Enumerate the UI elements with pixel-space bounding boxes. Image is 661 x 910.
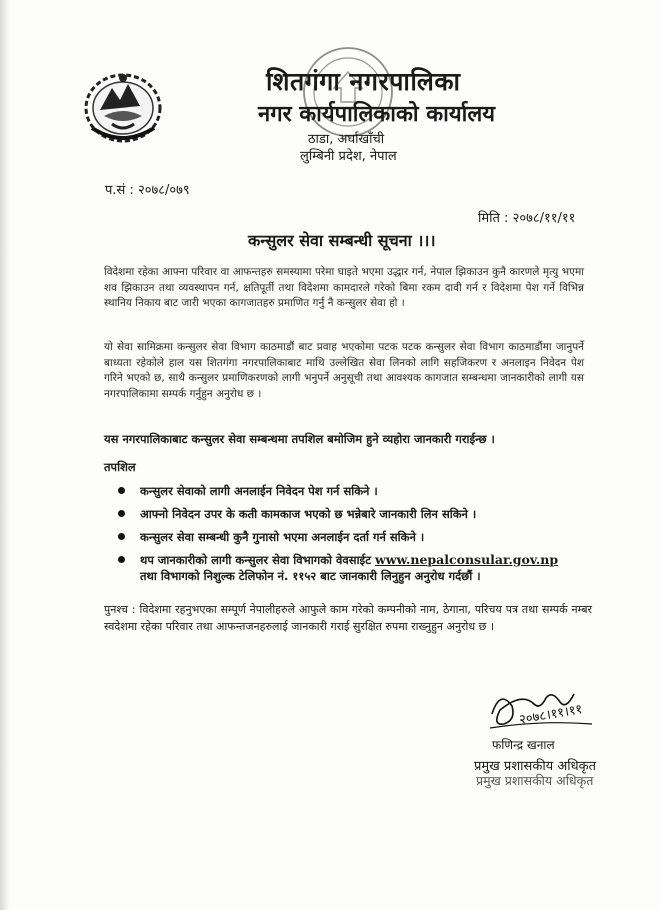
- signer-designation: प्रमुख प्रशासकीय अधिकृत: [474, 759, 597, 774]
- list-item: [104, 552, 604, 584]
- notice-paragraph-1: विदेशमा रहेका आफ्ना परिवार वा आफन्तहरु समस्यामा परेमा घाइते भएमा उद्धार गर्न, नेपाल झिकाउन कुनै कारणले मृत्यु भएमा शव झिकाउन तथा व्यवस्थापन गर्न, क्षतिपूर्ती तथा विदेशमा कामदारले गरेको बिमा रकम दावी गर्न र विदेशमा पेश गर्ने विभिन्न स्थानिय निकाय बाट जारी भएका कागजातहरु प्रमाणित गर्नु नै कन्सुलर सेवा हो ।: [104, 266, 584, 309]
- bullet-icon: [118, 510, 125, 517]
- office-name: शितगंगा नगरपालिका: [266, 67, 461, 96]
- list-item-text: कन्सुलर सेवा सम्बन्धी कुनै गुनासो भएमा अनलाईन दर्ता गर्न सकिने ।: [140, 530, 425, 544]
- office-address: ठाडा, अर्घाखाँची: [308, 132, 385, 147]
- details-list: [104, 483, 604, 591]
- signer-name: फणिन्द्र खनाल: [492, 738, 555, 752]
- list-item-text: थप जानकारीको लागी कन्सुलर सेवा विभागको वेवसाईट: [140, 553, 375, 567]
- list-item: [104, 483, 604, 499]
- list-item-text: आफ्नो निवेदन उपर के कती कामकाज भएको छ भन्नेबारे जानकारी लिन सकिने ।: [140, 507, 477, 521]
- nepal-emblem-logo: [82, 68, 164, 144]
- list-item: [104, 529, 604, 545]
- notice-paragraph-2: यो सेवा सामिक्रमा कन्सुलर सेवा विभाग काठमाडौं बाट प्रवाह भएकोमा पटक पटक कन्सुलर सेवा विभाग काठमाडौंमा जानुपर्ने बाध्यता रहेकोले हाल यस शितगंगा नगरपालिकाबाट माथि उल्लेखित सेवा लिनको लागि सहजिकरण र अनलाइन निवेदन पेश गरिने भएको छ, साथै कन्सुलर प्रमाणिकरणको लागी भनुपर्ने अनुसूची तथा आवश्यक कागजात सम्बन्धमा जानकारीको लागी यस नगरपालिकामा सम्पर्क गर्नुहुन अनुरोध छ ।: [104, 341, 584, 400]
- bullet-icon: [118, 487, 125, 494]
- office-subtitle: नगर कार्यपालिकाको कार्यालय: [258, 102, 495, 127]
- bullet-icon: [118, 556, 125, 563]
- notice-title: कन्सुलर सेवा सम्बन्धी सूचना ।।।: [248, 231, 436, 250]
- reference-number: प.सं : २०७८/०७९: [105, 183, 190, 198]
- handwritten-signature: [482, 684, 598, 740]
- list-item-text: कन्सुलर सेवाको लागी अनलाईन निवेदन पेश गर्न सकिने ।: [140, 484, 378, 498]
- postscript-paragraph: पुनश्च : विदेशमा रहनुभएका सम्पूर्ण नेपालीहरुले आफुले काम गरेको कम्पनीको नाम, ठेगाना, परिचय पत्र तथा सम्पर्क नम्बर स्वदेशमा रहेका परिवार तथा आफन्तजनहरुलाई जानकारी गराई सुरक्षित रुपमा राख्नुहुन अनुरोध छ ।: [104, 603, 592, 633]
- scan-edge-shadow: [0, 0, 10, 910]
- bullet-icon: [118, 533, 125, 540]
- details-heading: तपशिल: [104, 460, 136, 474]
- consular-website-link[interactable]: www.nepalconsular.gov.np: [375, 552, 559, 567]
- notice-paragraph-3: यस नगरपालिकाबाट कन्सुलर सेवा सम्बन्धमा तपशिल बमोजिम हुने व्यहोरा जानकारी गराईन्छ ।: [104, 432, 495, 446]
- office-province: लुम्बिनी प्रदेश, नेपाल: [300, 149, 397, 164]
- notice-date: मिति : २०७८/११/११: [478, 211, 576, 226]
- designation-stamp: प्रमुख प्रशासकीय अधिकृत: [476, 773, 594, 788]
- list-item-text: तथा विभागको निशुल्क टेलिफोन नं. ११५२ बाट जानकारी लिनुहुन अनुरोध गर्दछौं ।: [140, 569, 481, 583]
- list-item: [104, 506, 604, 522]
- signature-date-text: २०७८।११।११: [518, 702, 584, 728]
